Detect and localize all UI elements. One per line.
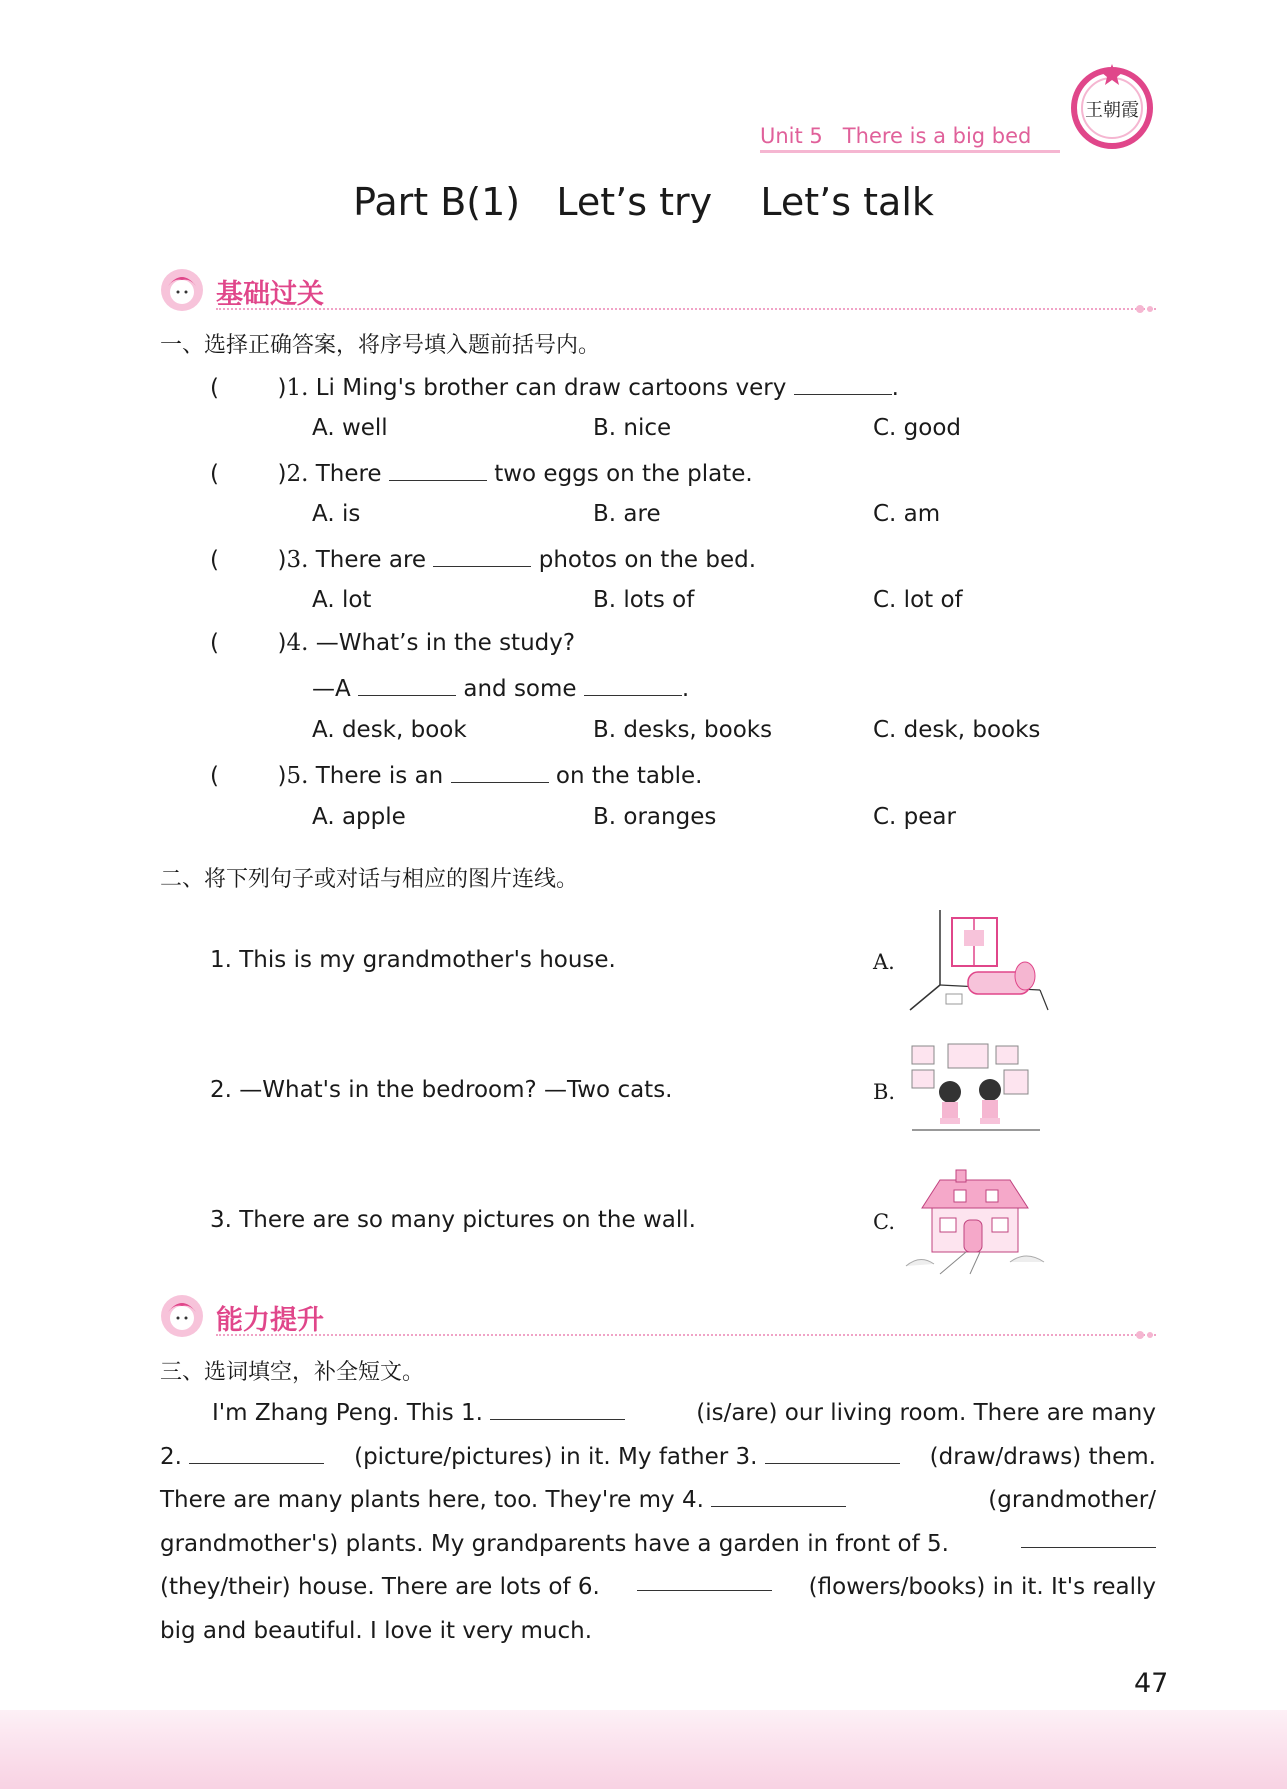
option-3b: B. lots of — [593, 587, 695, 613]
unit-header: Unit 5 There is a big bed — [760, 124, 1032, 148]
option-5c: C. pear — [873, 804, 956, 830]
option-4c: C. desk, books — [873, 717, 1041, 743]
question-4: ( )4. —What’s in the study? — [210, 630, 576, 656]
part3-title: 三、选词填空，补全短文。 — [160, 1360, 425, 1385]
girl-avatar-icon — [160, 268, 204, 312]
pictures-wall-picture[interactable] — [900, 1040, 1050, 1150]
answer-blank[interactable] — [433, 544, 531, 567]
dots-ornament-icon — [1136, 1328, 1156, 1342]
cloze-blank-6[interactable] — [637, 1566, 772, 1591]
section-label-basic: 基础过关 — [216, 279, 324, 310]
passage-line-4: grandmother's) plants. My grandparents have a garden in front of 5. — [160, 1523, 1156, 1567]
option-4b: B. desks, books — [593, 717, 773, 743]
match-sentence-1[interactable]: 1. This is my grandmother's house. — [210, 947, 616, 973]
option-3c: C. lot of — [873, 587, 963, 613]
option-2a: A. is — [312, 501, 361, 527]
page-number: 47 — [1134, 1668, 1169, 1699]
option-2c: C. am — [873, 501, 941, 527]
question-1: ( )1. Li Ming's brother can draw cartoons very . — [210, 372, 899, 401]
cloze-passage — [160, 1392, 1156, 1653]
page-title: Part B(1) Let’s try Let’s talk — [353, 180, 934, 224]
question-2: ( )2. There two eggs on the plate. — [210, 458, 753, 487]
footer-band — [0, 1710, 1287, 1789]
match-sentence-2[interactable]: 2. —What's in the bedroom? —Two cats. — [210, 1077, 673, 1103]
cloze-blank-1[interactable] — [490, 1395, 625, 1420]
passage-line-5: (they/their) house. There are lots of 6. (flowers/books) in it. It's really — [160, 1566, 1156, 1610]
header-rule — [760, 150, 1060, 153]
publisher-seal — [1068, 62, 1156, 150]
cloze-blank-2[interactable] — [189, 1439, 324, 1464]
house-picture[interactable] — [900, 1166, 1050, 1276]
cloze-blank-5[interactable] — [1021, 1523, 1156, 1548]
option-5a: A. apple — [312, 804, 406, 830]
question-3: ( )3. There are photos on the bed. — [210, 544, 756, 573]
svg-text:王朝霞: 王朝霞 — [1085, 100, 1139, 121]
question-5: ( )5. There is an on the table. — [210, 760, 702, 789]
dots-ornament-icon — [1136, 302, 1156, 316]
part2-title: 二、将下列句子或对话与相应的图片连线。 — [160, 867, 579, 892]
match-letter-a: A. — [873, 950, 895, 974]
cloze-blank-4[interactable] — [711, 1482, 846, 1507]
part1-title: 一、选择正确答案，将序号填入题前括号内。 — [160, 333, 601, 358]
answer-blank[interactable] — [584, 673, 682, 696]
option-5b: B. oranges — [593, 804, 717, 830]
option-1a: A. well — [312, 415, 388, 441]
passage-line-6: big and beautiful. I love it very much. — [160, 1617, 593, 1644]
passage-line-1: I'm Zhang Peng. This 1. (is/are) our living room. There are many — [160, 1392, 1156, 1436]
section-label-advanced: 能力提升 — [216, 1305, 324, 1336]
option-1c: C. good — [873, 415, 962, 441]
option-4a: A. desk, book — [312, 717, 467, 743]
option-1b: B. nice — [593, 415, 672, 441]
answer-blank[interactable] — [794, 372, 892, 395]
match-letter-b: B. — [873, 1080, 896, 1104]
girl-avatar-icon — [160, 1294, 204, 1338]
answer-blank[interactable] — [358, 673, 456, 696]
match-letter-c: C. — [873, 1210, 895, 1234]
bedroom-picture[interactable] — [900, 910, 1050, 1020]
cloze-blank-3[interactable] — [765, 1439, 900, 1464]
section-divider — [216, 308, 1156, 310]
option-3a: A. lot — [312, 587, 372, 613]
answer-blank[interactable] — [389, 458, 487, 481]
section-bar-advanced — [160, 1292, 1156, 1342]
passage-line-2: 2. (picture/pictures) in it. My father 3. (draw/draws) them. — [160, 1436, 1156, 1480]
question-4-line2: —A and some . — [312, 673, 689, 702]
section-divider — [216, 1334, 1156, 1336]
answer-blank[interactable] — [451, 760, 549, 783]
section-bar-basic — [160, 266, 1156, 316]
option-2b: B. are — [593, 501, 661, 527]
passage-line-3: There are many plants here, too. They're my 4. (grandmother/ — [160, 1479, 1156, 1523]
match-sentence-3[interactable]: 3. There are so many pictures on the wall. — [210, 1207, 696, 1233]
